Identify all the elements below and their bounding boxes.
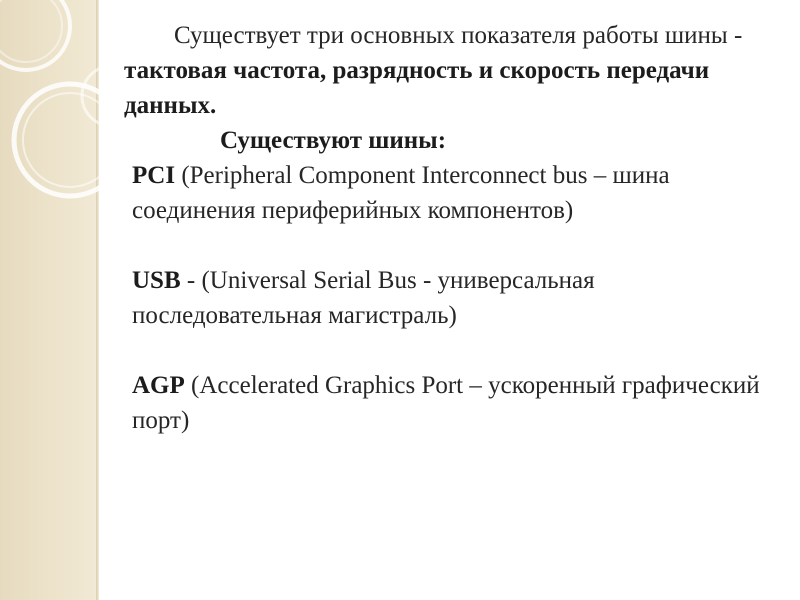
bus-description: (Accelerated Graphics Port – ускоренный графический порт) — [132, 372, 760, 434]
bus-item-usb — [124, 263, 774, 333]
slide-content — [124, 18, 774, 438]
buses-heading — [124, 123, 774, 158]
bus-item-agp — [124, 368, 774, 438]
spacer — [124, 333, 774, 368]
buses-heading-text: Существуют шины: — [220, 127, 447, 154]
intro-lead: Существует три основных показателя работы шины - — [174, 22, 743, 49]
bus-abbr: USB — [132, 267, 181, 294]
bus-description: (Peripheral Component Interconnect bus – шина соединения периферийных компонентов) — [132, 162, 670, 224]
spacer — [124, 228, 774, 263]
bus-description: - (Universal Serial Bus - универсальная последовательная магистраль) — [132, 267, 595, 329]
bus-abbr: AGP — [132, 372, 185, 399]
ring-inner — [23, 93, 117, 187]
bus-abbr: PCI — [132, 162, 176, 189]
ring-large — [14, 84, 126, 196]
intro-bold: тактовая частота, разрядность и скорость передачи данных. — [124, 57, 710, 119]
bus-item-pci — [124, 158, 774, 228]
intro-paragraph — [124, 18, 774, 123]
ring-top-inner — [0, 0, 62, 62]
